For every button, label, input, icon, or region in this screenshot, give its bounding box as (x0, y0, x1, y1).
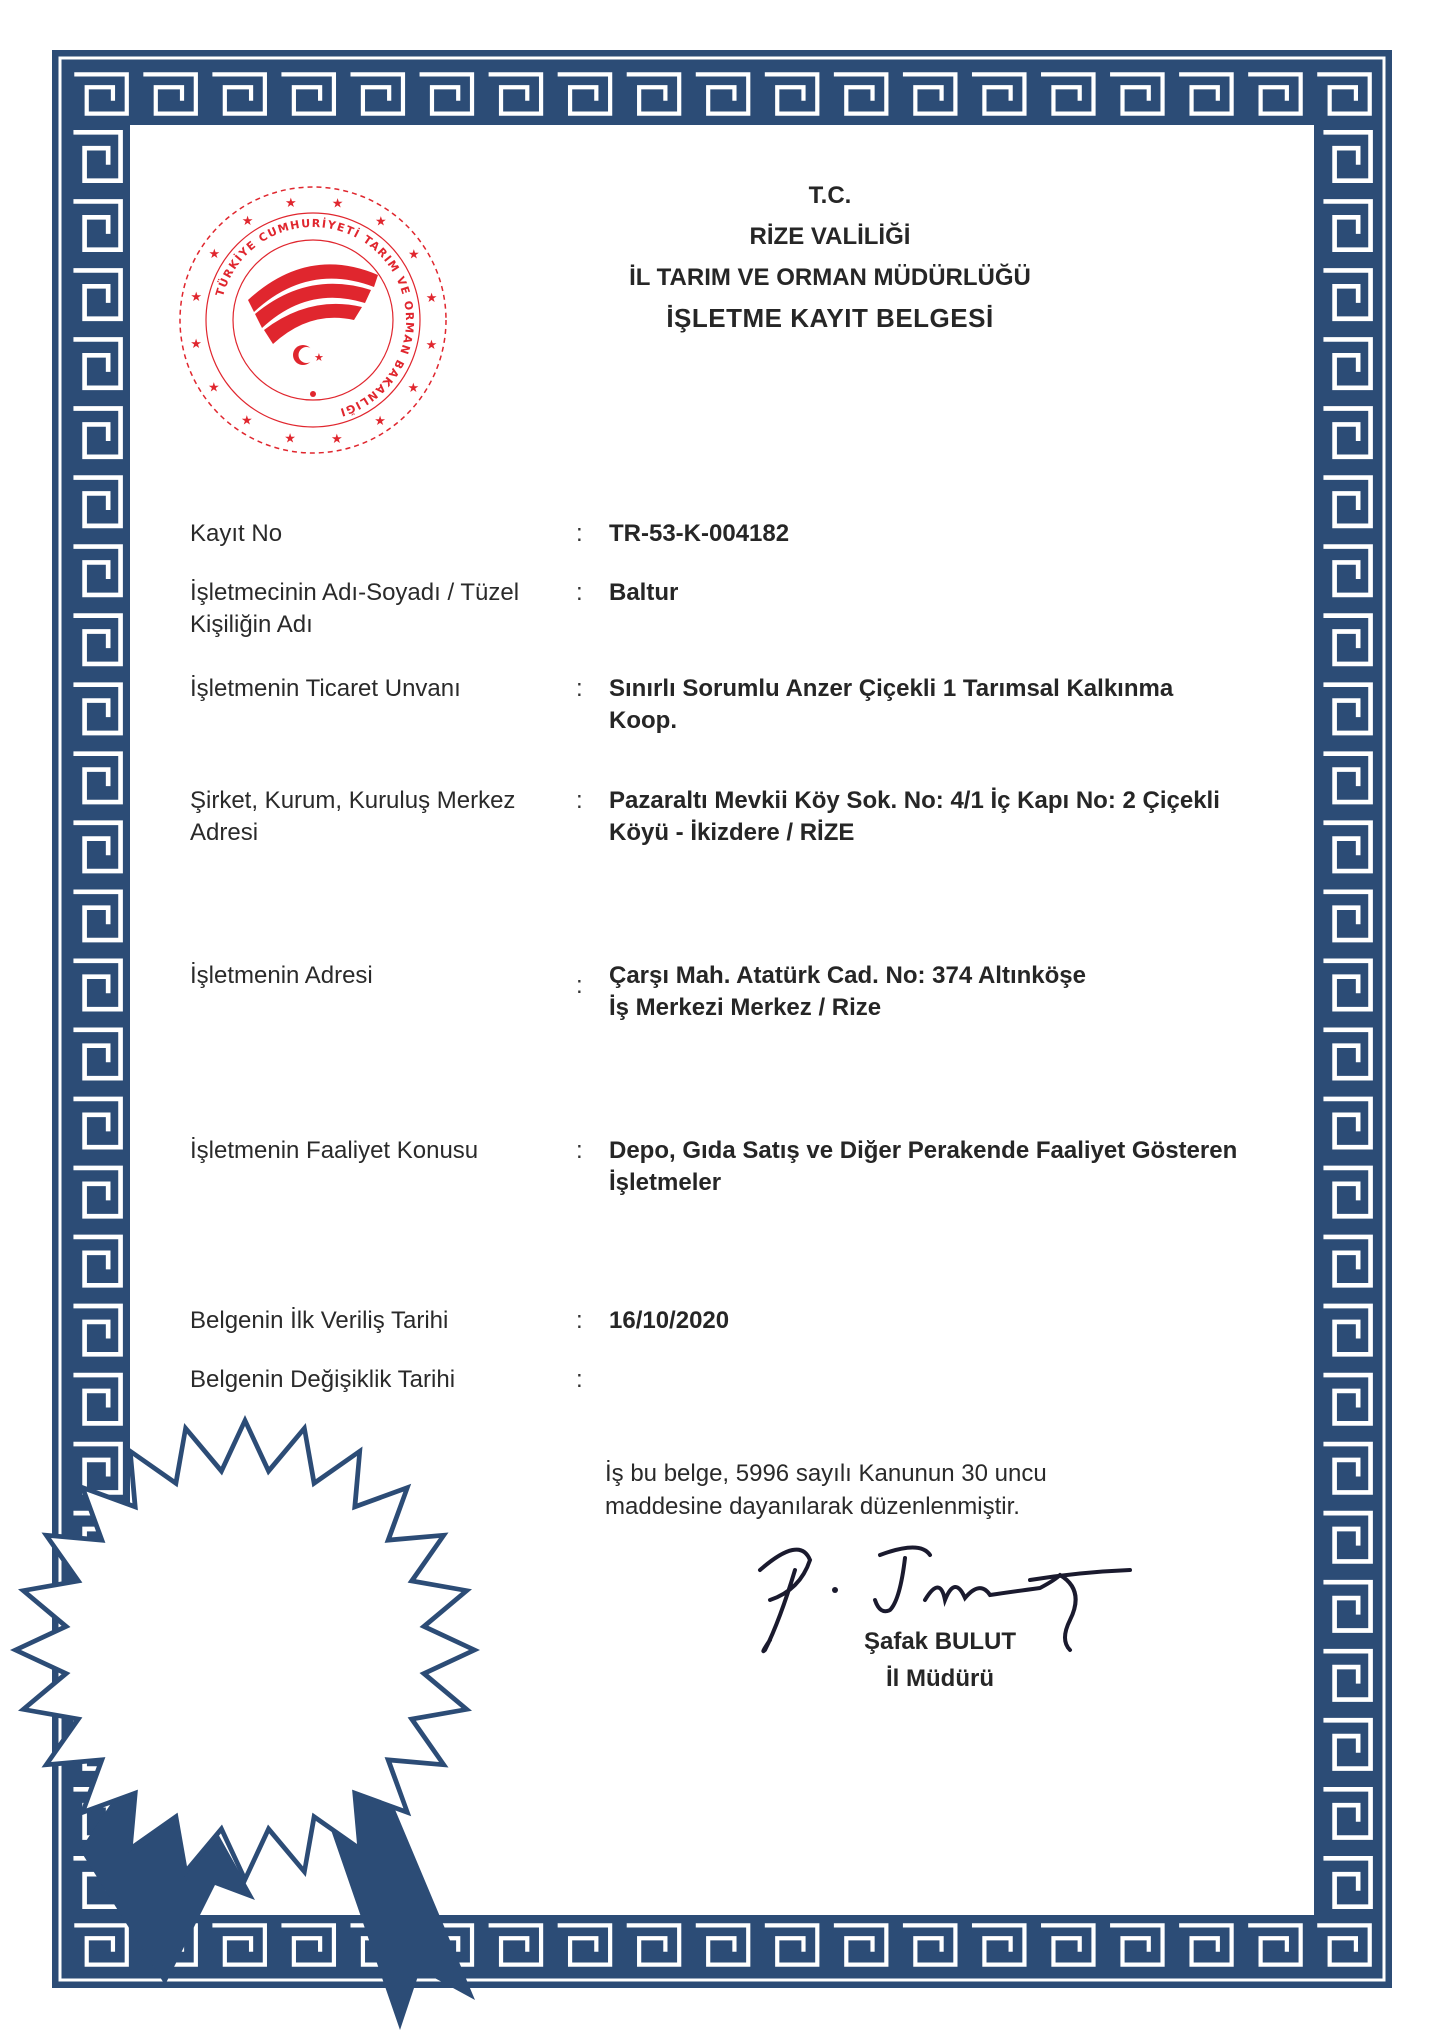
svg-text:★: ★ (425, 336, 438, 352)
ministry-seal-icon (178, 180, 448, 460)
svg-text:★: ★ (208, 379, 220, 395)
award-rosette-icon (0, 1410, 560, 2039)
field-label: Belgenin İlk Veriliş Tarihi (190, 1307, 449, 1334)
header-country: T.C. (808, 182, 852, 209)
svg-text:★: ★ (407, 380, 420, 395)
svg-text:★: ★ (241, 213, 254, 228)
field-value: 16/10/2020 (609, 1307, 730, 1334)
svg-text:★: ★ (190, 289, 203, 305)
signer-name: Şafak BULUT (863, 1628, 1017, 1655)
svg-text:★: ★ (374, 413, 386, 428)
document-header (540, 175, 1120, 339)
svg-text:★: ★ (331, 195, 344, 211)
field-label: İşletmenin Adresi (190, 962, 373, 989)
document-title: İŞLETME KAYIT BELGESİ (666, 303, 994, 333)
field-colon: : (576, 1366, 583, 1393)
field-colon: : (576, 520, 583, 547)
field-colon: : (576, 1307, 583, 1334)
field-colon: : (576, 579, 583, 606)
field-colon: : (576, 675, 583, 702)
svg-text:★: ★ (425, 290, 438, 305)
field-colon: : (576, 972, 583, 999)
seal-ring-text: TÜRKİYE CUMHURİYETİ TARIM VE ORMAN BAKANLIĞI (213, 216, 417, 420)
header-directorate: İL TARIM VE ORMAN MÜDÜRLÜĞÜ (629, 264, 1031, 291)
svg-text:★: ★ (241, 412, 253, 428)
field-label: İşletmecinin Adı-Soyadı / Tüzel Kişiliğin Adı (190, 579, 520, 638)
field-colon: : (576, 787, 583, 814)
field-label: Belgenin Değişiklik Tarihi (190, 1366, 456, 1393)
field-value: Çarşı Mah. Atatürk Cad. No: 374 Altınköşe İş Merkezi Merkez / Rize (609, 962, 1093, 1021)
field-label: Şirket, Kurum, Kuruluş Merkez Adresi (190, 787, 516, 846)
signer-title: İl Müdürü (886, 1665, 994, 1692)
field-label: İşletmenin Faaliyet Konusu (190, 1137, 479, 1164)
field-label: İşletmenin Ticaret Unvanı (190, 675, 461, 702)
svg-text:★: ★ (408, 246, 420, 262)
legal-note: İş bu belge, 5996 sayılı Kanunun 30 uncu maddesine dayanılarak düzenlenmiştir. (605, 1460, 1047, 1520)
field-colon: : (576, 1137, 583, 1164)
field-value: Baltur (609, 579, 679, 606)
field-label: Kayıt No (190, 520, 283, 547)
svg-text:★: ★ (331, 430, 343, 446)
svg-text:★: ★ (208, 246, 221, 261)
svg-text:★: ★ (284, 430, 296, 446)
field-value: Depo, Gıda Satış ve Diğer Perakende Faaliyet Gösteren İşletmeler (609, 1137, 1238, 1196)
svg-text:★: ★ (375, 213, 387, 229)
svg-text:★: ★ (285, 195, 297, 211)
svg-text:★: ★ (190, 336, 202, 351)
field-value: TR-53-K-004182 (609, 520, 790, 547)
field-value: Pazaraltı Mevkii Köy Sok. No: 4/1 İç Kapı No: 2 Çiçekli Köyü - İkizdere / RİZE (609, 787, 1220, 846)
signer-block (760, 1623, 1120, 1697)
field-value: Sınırlı Sorumlu Anzer Çiçekli 1 Tarımsal Kalkınma Koop. (609, 675, 1174, 734)
svg-text:★: ★ (314, 352, 324, 364)
header-governorship: RİZE VALİLİĞİ (749, 223, 911, 250)
